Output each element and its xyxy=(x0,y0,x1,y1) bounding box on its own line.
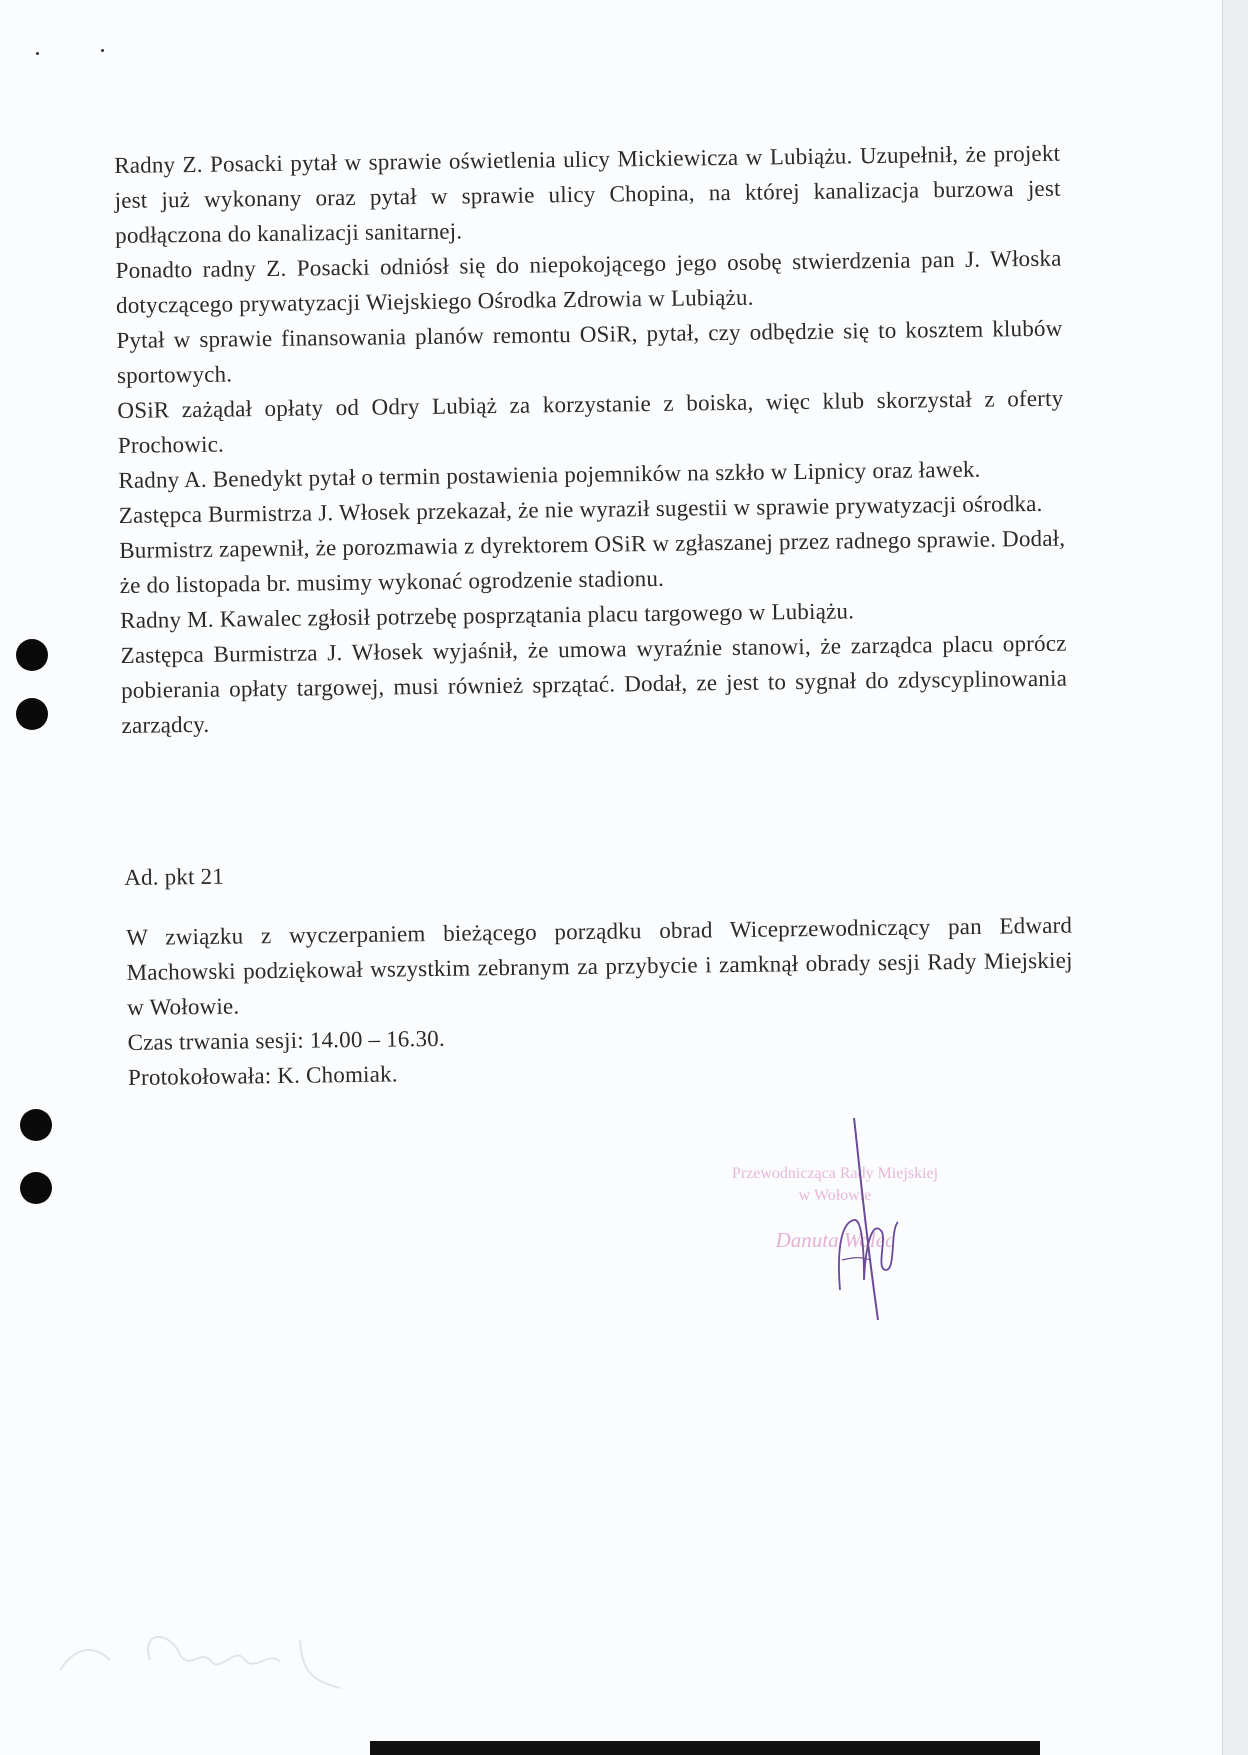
stamp-name: Danuta Wolec xyxy=(775,1228,895,1252)
scan-bottom-bar xyxy=(370,1741,1040,1755)
paragraph: OSiR zażądał opłaty od Odry Lubiąż za korzystanie z boiska, więc klub skorzystał z oferty Prochowic. xyxy=(117,385,1064,458)
section-heading xyxy=(124,848,1070,895)
handwritten-signature-icon xyxy=(820,1110,940,1350)
faint-handwriting-icon xyxy=(40,1600,400,1700)
punch-hole xyxy=(20,1172,52,1204)
stamp-title: Przewodnicząca Rady Miejskiej xyxy=(731,1165,939,1182)
punch-hole xyxy=(16,639,48,671)
minutes-body-top xyxy=(114,136,1068,743)
paragraph: Radny A. Benedykt pytał o termin postawienia pojemników na szkło w Lipnicy oraz ławek. xyxy=(118,456,981,493)
scan-speck xyxy=(36,52,39,55)
scan-edge xyxy=(1222,0,1248,1755)
paragraph: Burmistrz zapewnił, że porozmawia z dyrektorem OSiR w zgłaszanej przez radnego sprawie. Dodał, że do listopada br. musimy wykonać ogrodzenie stadionu. xyxy=(119,525,1066,598)
paragraph: Zastępca Burmistrza J. Włosek wyjaśnił, że umowa wyraźnie stanowi, że zarządca placu oprócz pobierania opłaty targowej, musi również sprzątać. Dodał, ze jest to sygnał do zdyscyplinowania zarządcy. xyxy=(120,630,1068,738)
paragraph: Pytał w sprawie finansowania planów remontu OSiR, pytał, czy odbędzie się to kosztem klubów sportowych. xyxy=(116,315,1063,388)
stamp-location: w Wołowie xyxy=(798,1187,872,1204)
scan-speck xyxy=(101,49,104,52)
paragraph: Radny Z. Posacki pytał w sprawie oświetlenia ulicy Mickiewicza w Lubiążu. Uzupełnił, że projekt jest już wykonany oraz pytał w sprawie ulicy Chopina, na której kanalizacja burzowa jest podłączona do kanalizacji sanitarnej. xyxy=(114,140,1061,248)
minutes-body-bottom xyxy=(126,908,1074,1095)
paragraph: Ponadto radny Z. Posacki odniósł się do niepokojącego jego osobę stwierdzenia pan J. Włoska dotyczącego prywatyzacji Wiejskiego Ośrodka Zdrowia w Lubiążu. xyxy=(115,245,1062,318)
paragraph: W związku z wyczerpaniem bieżącego porządku obrad Wiceprzewodniczący pan Edward Machowski podziękował wszystkim zebranym za przybycie i zamknął obrady sesji Rady Miejskiej w Wołowie. xyxy=(126,912,1073,1020)
punch-hole xyxy=(16,698,48,730)
punch-hole xyxy=(20,1109,52,1141)
paragraph: Zastępca Burmistrza J. Włosek przekazał, że nie wyraził sugestii w sprawie prywatyzacji ośrodka. xyxy=(118,490,1043,528)
section-heading-text: Ad. pkt 21 xyxy=(124,863,225,890)
paragraph: Protokołowała: K. Chomiak. xyxy=(127,1061,398,1090)
paragraph: Radny M. Kawalec zgłosił potrzebę posprzątania placu targowego w Lubiążu. xyxy=(120,598,855,633)
paragraph: Czas trwania sesji: 14.00 – 16.30. xyxy=(127,1025,446,1055)
